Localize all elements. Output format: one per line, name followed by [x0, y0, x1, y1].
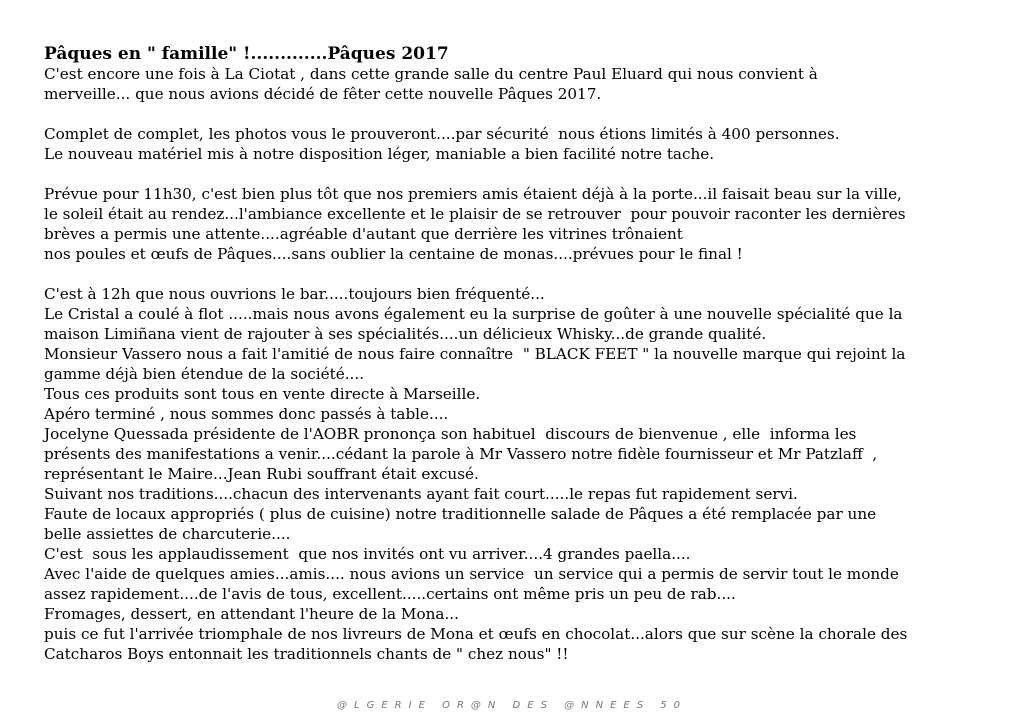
- paragraph-line: Prévue pour 11h30, c'est bien plus tôt que nos premiers amis étaient déjà à la porte...il faisait beau sur la ville,: [44, 185, 902, 203]
- document-title: Pâques en " famille" !.............Pâques 2017: [44, 44, 449, 64]
- paragraph-line: Fromages, dessert, en attendant l'heure de la Mona...: [44, 605, 459, 623]
- paragraph-line: Faute de locaux appropriés ( plus de cuisine) notre traditionnelle salade de Pâques a été remplacée par une: [44, 505, 877, 523]
- paragraph-line: Suivant nos traditions....chacun des intervenants ayant fait court.....le repas fut rapidement servi.: [44, 485, 798, 503]
- paragraph: [44, 284, 1004, 664]
- paragraph-line: le soleil était au rendez...l'ambiance excellente et le plaisir de se retrouver pour pouvoir raconter les dernières: [44, 205, 906, 223]
- document-body: [44, 44, 1004, 664]
- paragraphs-container: [44, 64, 1004, 664]
- paragraph-line: brèves a permis une attente....agréable d'autant que derrière les vitrines trônaient: [44, 225, 683, 243]
- paragraph-line: Apéro terminé , nous sommes donc passés à table....: [44, 405, 449, 423]
- paragraph: [44, 184, 1004, 264]
- paragraph-line: Complet de complet, les photos vous le prouveront....par sécurité nous étions limités à 400 personnes.: [44, 125, 840, 143]
- paragraph-line: Le Cristal a coulé à flot .....mais nous avons également eu la surprise de goûter à une nouvelle spécialité que la: [44, 305, 903, 323]
- paragraph-line: Catcharos Boys entonnait les traditionnels chants de " chez nous" !!: [44, 645, 569, 663]
- paragraph-line: présents des manifestations a venir....cédant la parole à Mr Vassero notre fidèle fournisseur et Mr Patzlaff ,: [44, 445, 878, 463]
- paragraph-line: C'est à 12h que nous ouvrions le bar.....toujours bien fréquenté...: [44, 285, 545, 303]
- paragraph: [44, 64, 1004, 104]
- paragraph-line: Avec l'aide de quelques amies...amis.... nous avions un service un service qui a permis de servir tout le monde: [44, 565, 899, 583]
- paragraph-spacer: [44, 164, 1004, 184]
- paragraph-line: gamme déjà bien étendue de la société....: [44, 365, 365, 383]
- paragraph-spacer: [44, 104, 1004, 124]
- paragraph-line: Monsieur Vassero nous a fait l'amitié de nous faire connaître " BLACK FEET " la nouvelle marque qui rejoint la: [44, 345, 906, 363]
- paragraph-spacer: [44, 264, 1004, 284]
- paragraph-line: C'est encore une fois à La Ciotat , dans cette grande salle du centre Paul Eluard qui nous convient à: [44, 65, 818, 83]
- paragraph-line: maison Limiñana vient de rajouter à ses spécialités....un délicieux Whisky...de grande qualité.: [44, 325, 767, 343]
- paragraph-line: merveille... que nous avions décidé de fêter cette nouvelle Pâques 2017.: [44, 85, 602, 103]
- paragraph-line: assez rapidement....de l'avis de tous, excellent.....certains ont même pris un peu de rab....: [44, 585, 736, 603]
- paragraph-line: belle assiettes de charcuterie....: [44, 525, 291, 543]
- paragraph-line: puis ce fut l'arrivée triomphale de nos livreurs de Mona et œufs en chocolat...alors que sur scène la chorale des: [44, 625, 908, 643]
- paragraph-line: Tous ces produits sont tous en vente directe à Marseille.: [44, 385, 481, 403]
- paragraph-line: Jocelyne Quessada présidente de l'AOBR prononça son habituel discours de bienvenue , elle informa les: [44, 425, 857, 443]
- paragraph-line: nos poules et œufs de Pâques....sans oublier la centaine de monas....prévues pour le final !: [44, 245, 743, 263]
- footer-watermark: @LGERIE OR@N DES @NNEES 50: [337, 700, 687, 711]
- paragraph-line: C'est sous les applaudissement que nos invités ont vu arriver....4 grandes paella....: [44, 545, 691, 563]
- paragraph-line: Le nouveau matériel mis à notre disposition léger, maniable a bien facilité notre tache.: [44, 145, 715, 163]
- paragraph-line: représentant le Maire...Jean Rubi souffrant était excusé.: [44, 465, 479, 483]
- paragraph: [44, 124, 1004, 164]
